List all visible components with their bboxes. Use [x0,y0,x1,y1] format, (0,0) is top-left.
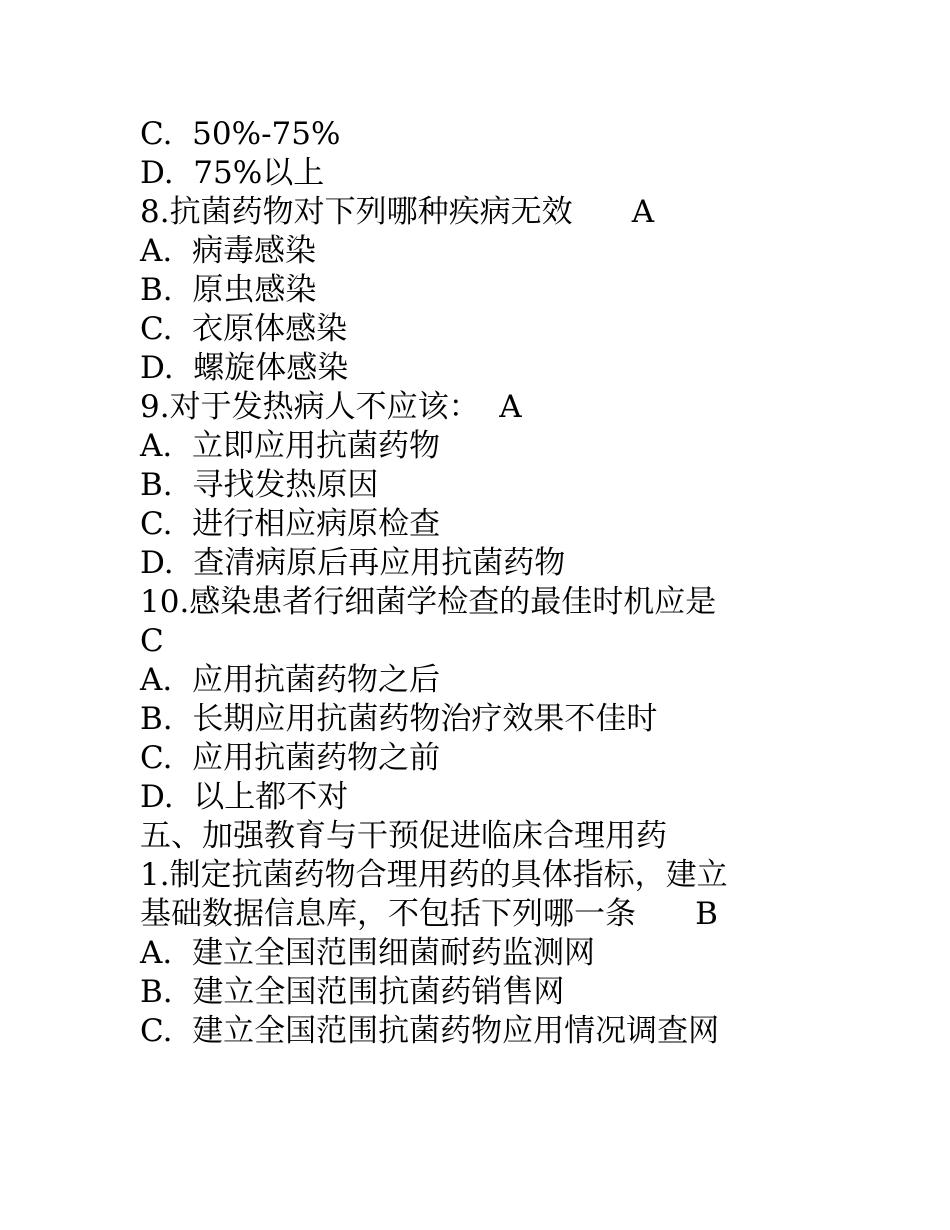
option-b-q1: B. 建立全国范围抗菌药销售网 [140,974,565,1010]
option-b-q8: B. 原虫感染 [140,272,317,308]
question-9: 9.对于发热病人不应该： A [140,389,522,425]
section-heading: 五、加强教育与干预促进临床合理用药 [140,818,667,854]
question-8: 8.抗菌药物对下列哪种疾病无效 A [140,194,655,230]
option-a-q10: A. 应用抗菌药物之后 [140,662,440,698]
question-1-line-1: 1.制定抗菌药物合理用药的具体指标，建立 [140,857,728,893]
option-d-q8: D. 螺旋体感染 [140,350,349,386]
option-c-q7: C. 50%-75% [140,116,341,152]
option-d-q10: D. 以上都不对 [140,779,349,815]
option-a-q8: A. 病毒感染 [140,233,316,269]
option-c-q10: C. 应用抗菌药物之前 [140,740,441,776]
document-page [140,115,840,1051]
option-b-q9: B. 寻找发热原因 [140,467,379,503]
option-d-q7: D. 75%以上 [140,155,325,191]
option-d-q9: D. 查清病原后再应用抗菌药物 [140,545,566,581]
option-c-q1: C. 建立全国范围抗菌药物应用情况调查网 [140,1013,720,1049]
question-10: 10.感染患者行细菌学检查的最佳时机应是 [140,584,717,620]
question-10-answer: C [140,623,164,659]
question-1-line-2: 基础数据信息库，不包括下列哪一条 B [140,896,718,932]
option-b-q10: B. 长期应用抗菌药物治疗效果不佳时 [140,701,658,737]
option-a-q1: A. 建立全国范围细菌耐药监测网 [140,935,595,971]
option-a-q9: A. 立即应用抗菌药物 [140,428,440,464]
option-c-q9: C. 进行相应病原检查 [140,506,441,542]
option-c-q8: C. 衣原体感染 [140,311,348,347]
